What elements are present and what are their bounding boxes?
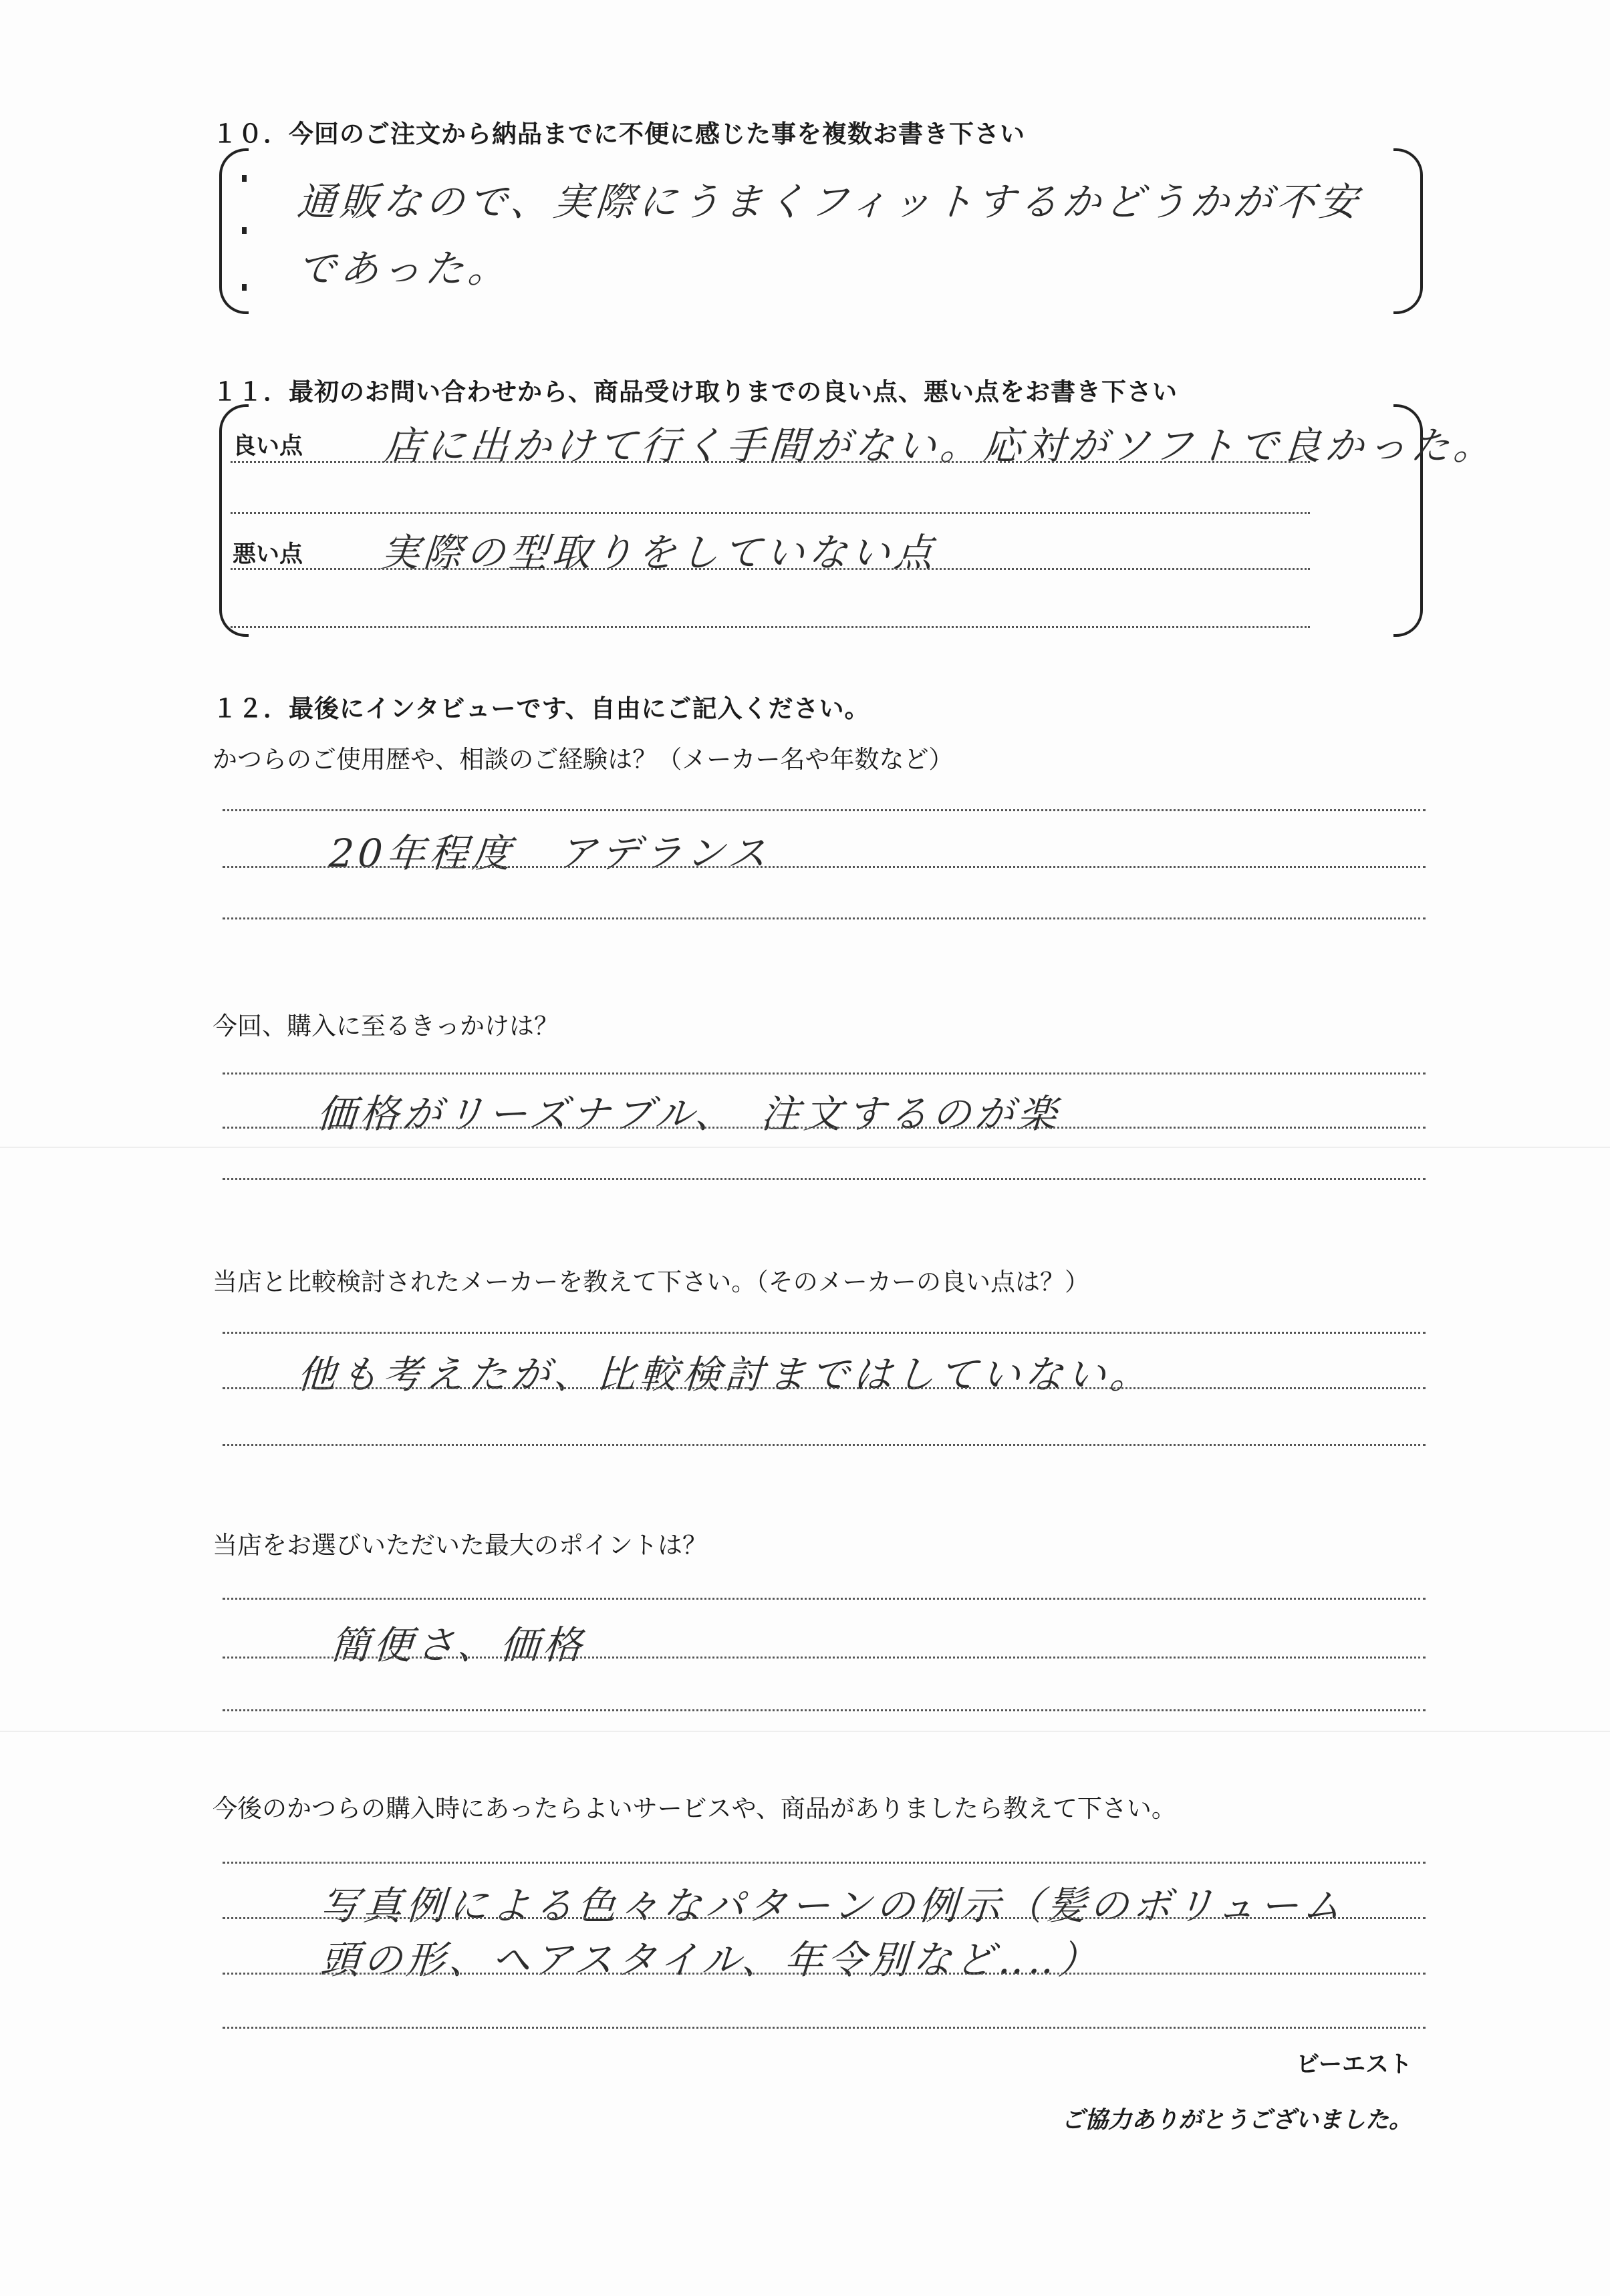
answer-line bbox=[223, 1657, 1426, 1659]
good-points-label: 良い点 bbox=[233, 433, 303, 460]
answer-line bbox=[223, 1862, 1426, 1864]
answer-line bbox=[223, 917, 1426, 919]
answer-line bbox=[223, 2027, 1426, 2029]
q10-answer-line-1: 通販なので、実際にうまくフィットするかどうかが不安 bbox=[295, 179, 1363, 225]
answer-line bbox=[223, 1598, 1426, 1600]
q10-bracket-right bbox=[1393, 148, 1423, 314]
answer-line bbox=[223, 1444, 1426, 1446]
company-name: ビーエスト bbox=[1296, 2051, 1412, 2078]
answer-line bbox=[223, 1387, 1426, 1389]
question-choice-answer: 簡便さ、価格 bbox=[329, 1622, 587, 1668]
q11-heading: １１．最初のお問い合わせから、商品受け取りまでの良い点、悪い点をお書き下さい bbox=[213, 378, 1178, 406]
answer-line bbox=[223, 1973, 1426, 1975]
answer-line bbox=[231, 626, 1310, 628]
bad-points-answer: 実際の型取りをしていない点 bbox=[379, 530, 939, 575]
answer-line bbox=[231, 461, 1310, 463]
bullet bbox=[242, 284, 247, 291]
question-history-answer: 20年程度 アデランス bbox=[327, 831, 773, 876]
q10-answer-line-2: であった。 bbox=[295, 246, 513, 291]
answer-line bbox=[223, 1178, 1426, 1180]
bad-points-label: 悪い点 bbox=[233, 541, 303, 568]
question-history-prompt: かつらのご使用歴や、相談のご経験は？（メーカー名や年数など） bbox=[213, 745, 954, 774]
answer-line bbox=[223, 1332, 1426, 1334]
bullet bbox=[242, 175, 247, 182]
q12-heading: １２．最後にインタビューです、自由にご記入ください。 bbox=[213, 694, 870, 723]
question-future-prompt: 今後のかつらの購入時にあったらよいサービスや、商品がありましたら教えて下さい。 bbox=[213, 1794, 1176, 1823]
question-reason-prompt: 今回、購入に至るきっかけは？ bbox=[213, 1012, 559, 1040]
answer-line bbox=[223, 1127, 1426, 1129]
answer-line bbox=[223, 1917, 1426, 1919]
question-future-answer-line-2: 頭の形、ヘアスタイル、年令別など‥‥） bbox=[319, 1937, 1103, 1983]
q10-heading: １０．今回のご注文から納品までに不便に感じた事を複数お書き下さい bbox=[213, 120, 1025, 148]
question-compare-answer: 他も考えたが、比較検討まではしていない。 bbox=[295, 1352, 1155, 1397]
thank-you-message: ご協力ありがとうございました。 bbox=[1061, 2107, 1412, 2134]
answer-line bbox=[231, 512, 1310, 514]
answer-line bbox=[223, 809, 1426, 811]
bullet bbox=[242, 227, 247, 234]
question-compare-prompt: 当店と比較検討されたメーカーを教えて下さい。（そのメーカーの良い点は？） bbox=[213, 1268, 1090, 1296]
paper-fold bbox=[0, 1147, 1610, 1148]
question-future-answer-line-1: 写真例による色々なパターンの例示（髪のボリューム bbox=[319, 1883, 1347, 1928]
answer-line bbox=[223, 866, 1426, 868]
question-reason-answer: 価格がリーズナブル、 注文するのが楽 bbox=[315, 1091, 1063, 1137]
question-choice-prompt: 当店をお選びいただいた最大のポイントは？ bbox=[213, 1531, 707, 1560]
good-points-answer: 店に出かけて行く手間がない。応対がソフトで良かった。 bbox=[382, 423, 1498, 468]
answer-line bbox=[223, 1072, 1426, 1074]
answer-line bbox=[231, 568, 1310, 570]
answer-line bbox=[223, 1709, 1426, 1711]
paper-fold bbox=[0, 1731, 1610, 1732]
